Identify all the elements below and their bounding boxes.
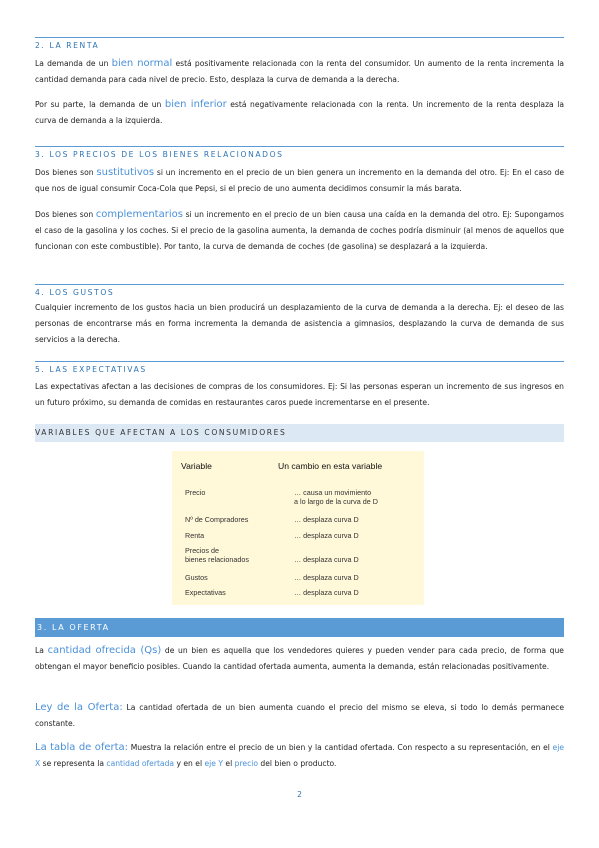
- section-heading-expectativas: 5. LAS EXPECTATIVAS: [35, 361, 564, 375]
- section-heading-gustos: 4. LOS GUSTOS: [35, 284, 564, 298]
- table-header-variable: Variable: [181, 461, 212, 471]
- page-number: 2: [297, 790, 302, 799]
- term-cantidad-ofrecida: cantidad ofrecida (Qs): [47, 645, 162, 656]
- section-heading-renta: 2. LA RENTA: [35, 37, 564, 51]
- term-sustitutivos: sustitutivos: [96, 167, 155, 178]
- text: La demanda de un: [35, 59, 112, 68]
- paragraph-bien-inferior: [35, 97, 564, 129]
- term-precio: precio: [234, 759, 259, 768]
- paragraph-tabla-oferta: [35, 740, 564, 772]
- table-header-cambio: Un cambio en esta variable: [278, 461, 383, 471]
- term-eje-y: eje Y: [204, 759, 223, 768]
- text: La cantidad ofertada de un bien aumenta cuando el precio del mismo se eleva, si todo lo demás permanece constante.: [35, 703, 564, 728]
- section-heading-precios: 3. LOS PRECIOS DE LOS BIENES RELACIONADOS: [35, 146, 564, 160]
- table-cell-cambio: … desplaza curva D: [294, 515, 359, 524]
- table-cell-variable: Expectativas: [185, 588, 226, 597]
- term-eje-x: eje X: [35, 743, 565, 768]
- text: y en el: [174, 759, 205, 768]
- table-cell-cambio: … desplaza curva D: [294, 555, 359, 564]
- paragraph-gustos: Cualquier incremento de los gustos hacia un bien producirá un desplazamiento de la curva de demanda a la derecha. Ej: el deseo de las personas de encontrarse más en forma incrementa la demanda de asistencia a gimnasios, desplazando la curva de demanda de sus servicios a la derecha.: [35, 303, 564, 344]
- text: está positivamente relacionada con la renta del consumidor. Un aumento de la renta incrementa la cantidad demanda para cada nivel de precio. Esto, desplaza la curva de demanda a la derecha.: [35, 59, 564, 84]
- text: el: [223, 759, 235, 768]
- text: si un incremento en el precio de un bien genera un incremento en la demanda del otro. Ej: En el caso de que nos de igual consumir Coca-Cola que Pepsi, si el precio de uno aumenta decidimos consumir la más barata.: [35, 168, 564, 193]
- term-cantidad-ofertada: cantidad ofertada: [106, 759, 175, 768]
- table-cell-variable: Precio: [185, 488, 206, 497]
- table-cell-cambio: … causa un movimiento a lo largo de la curva de D: [294, 488, 378, 506]
- paragraph-cantidad-ofrecida: [35, 643, 564, 675]
- paragraph-ley-oferta: [35, 700, 564, 732]
- text: del bien o producto.: [258, 759, 337, 768]
- section-heading-oferta: 3. LA OFERTA: [35, 618, 564, 637]
- table-cell-cambio: … desplaza curva D: [294, 573, 359, 582]
- table-caption-band: VARIABLES QUE AFECTAN A LOS CONSUMIDORES: [35, 424, 564, 442]
- text: se representa la: [40, 759, 107, 768]
- variables-table: [172, 451, 424, 605]
- table-cell-variable: Gustos: [185, 573, 208, 582]
- table-cell-variable: Renta: [185, 531, 205, 540]
- term-complementarios: complementarios: [95, 209, 183, 220]
- text: Dos bienes son: [35, 210, 96, 219]
- text: está negativamente relacionada con la renta. Un incremento de la renta desplaza la curva de demanda a la izquierda.: [35, 100, 564, 125]
- term-ley-oferta: Ley de la Oferta:: [35, 702, 123, 713]
- table-cell-cambio: … desplaza curva D: [294, 588, 359, 597]
- paragraph-complementarios: [35, 207, 564, 255]
- text: Muestra la relación entre el precio de un bien y la cantidad ofertada. Con respecto a su representación, en el: [128, 743, 553, 752]
- text: Dos bienes son: [35, 168, 97, 177]
- paragraph-bien-normal: [35, 56, 564, 88]
- text: Por su parte, la demanda de un: [35, 100, 165, 109]
- text: de un bien es aquella que los vendedores quieres y pueden vender para cada precio, de forma que obtengan el mayor beneficio posibles. Cuando la cantidad ofertada aumenta, aumenta la demanda, están relacionadas positivamente.: [35, 646, 564, 671]
- table-cell-variable: Precios de bienes relacionados: [185, 546, 249, 564]
- term-tabla-oferta: La tabla de oferta:: [35, 742, 129, 753]
- term-bien-inferior: bien inferior: [164, 99, 227, 110]
- paragraph-expectativas: Las expectativas afectan a las decisiones de compras de los consumidores. Ej: Si las personas esperan un incremento de sus ingresos en un futuro próximo, su demanda de comidas en restaurantes caros puede incrementarse en el presente.: [35, 382, 564, 407]
- paragraph-sustitutivos: [35, 165, 564, 197]
- table-cell-variable: Nº de Compradores: [185, 515, 249, 524]
- text: si un incremento en el precio de un bien causa una caída en la demanda del otro. Ej: Supongamos el caso de la gasolina y los coches. Si el precio de la gasolina aumenta, la demanda de coches podría disminuir (al menos de aquellos que funcionan con este combustible). Por tanto, la curva de demanda de coches (de gasolina) se desplazará a la izquierda.: [35, 210, 564, 251]
- text: La: [35, 646, 48, 655]
- term-bien-normal: bien normal: [111, 58, 173, 69]
- table-cell-cambio: … desplaza curva D: [294, 531, 359, 540]
